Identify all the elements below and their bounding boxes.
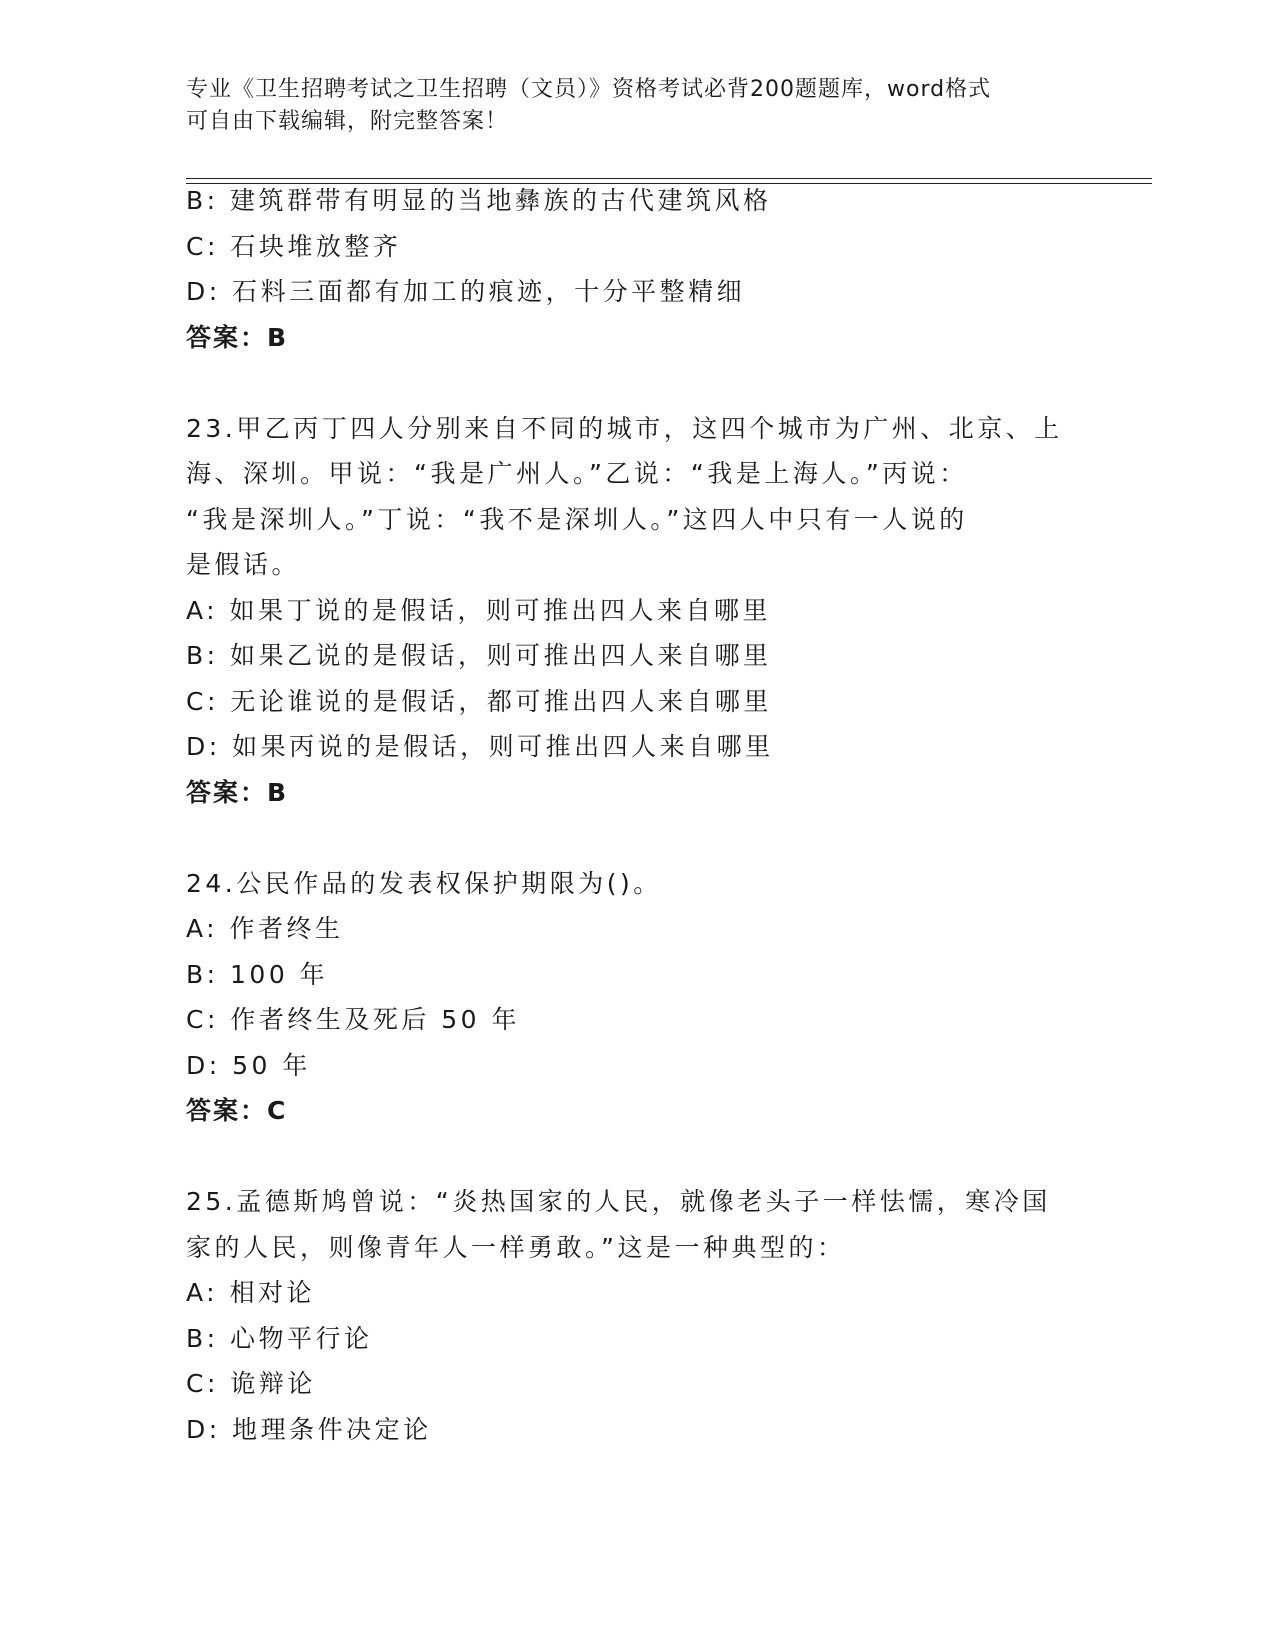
question-24 <box>186 861 1086 1134</box>
question-stem-line: 海、深圳。甲说：“我是广州人。”乙说：“我是上海人。”丙说： <box>186 459 968 488</box>
option-d: D: 地理条件决定论 <box>186 1414 432 1444</box>
question-stem-line: “我是深圳人。”丁说：“我不是深圳人。”这四人中只有一人说的 <box>186 504 968 534</box>
answer-line: 答案：C <box>186 1096 288 1125</box>
option-d: D: 石料三面都有加工的痕迹，十分平整精细 <box>186 277 746 306</box>
option-d: D: 如果丙说的是假话，则可推出四人来自哪里 <box>186 732 774 761</box>
spacer <box>186 1134 1086 1180</box>
question-stem-line: 23.甲乙丙丁四人分别来自不同的城市，这四个城市为广州、北京、上 <box>186 413 1063 443</box>
question-list <box>186 178 1086 1452</box>
spacer <box>186 815 1086 861</box>
option-b: B: 如果乙说的是假话，则可推出四人来自哪里 <box>186 641 772 670</box>
option-a: A: 相对论 <box>186 1278 316 1307</box>
question-23 <box>186 406 1086 816</box>
question-22-tail <box>186 178 1086 360</box>
answer-line: 答案：B <box>186 777 289 807</box>
question-25 <box>186 1179 1086 1452</box>
option-c: C: 石块堆放整齐 <box>186 231 402 261</box>
question-stem-line: 24.公民作品的发表权保护期限为()。 <box>186 868 662 898</box>
option-c: C: 诡辩论 <box>186 1369 316 1398</box>
option-b: B: 心物平行论 <box>186 1323 373 1353</box>
answer-line: 答案：B <box>186 322 289 352</box>
option-b: B: 建筑群带有明显的当地彝族的古代建筑风格 <box>186 186 772 215</box>
document-header <box>186 74 1066 138</box>
option-b: B: 100 年 <box>186 959 329 989</box>
option-a: A: 作者终生 <box>186 914 344 943</box>
option-c: C: 作者终生及死后 50 年 <box>186 1005 521 1034</box>
option-a: A: 如果丁说的是假话，则可推出四人来自哪里 <box>186 595 772 625</box>
question-stem-line: 是假话。 <box>186 550 301 579</box>
option-d: D: 50 年 <box>186 1050 311 1080</box>
spacer <box>186 360 1086 406</box>
header-title-line-1: 专业《卫生招聘考试之卫生招聘（文员）》资格考试必背200题题库，word格式 <box>186 77 992 102</box>
header-title-line-2: 可自由下载编辑，附完整答案！ <box>186 109 509 134</box>
question-stem-line: 25.孟德斯鸠曾说：“炎热国家的人民，就像老头子一样怯懦，寒冷国 <box>186 1187 1051 1216</box>
option-c: C: 无论谁说的是假话，都可推出四人来自哪里 <box>186 686 772 716</box>
question-stem-line: 家的人民，则像青年人一样勇敢。”这是一种典型的： <box>186 1232 846 1262</box>
